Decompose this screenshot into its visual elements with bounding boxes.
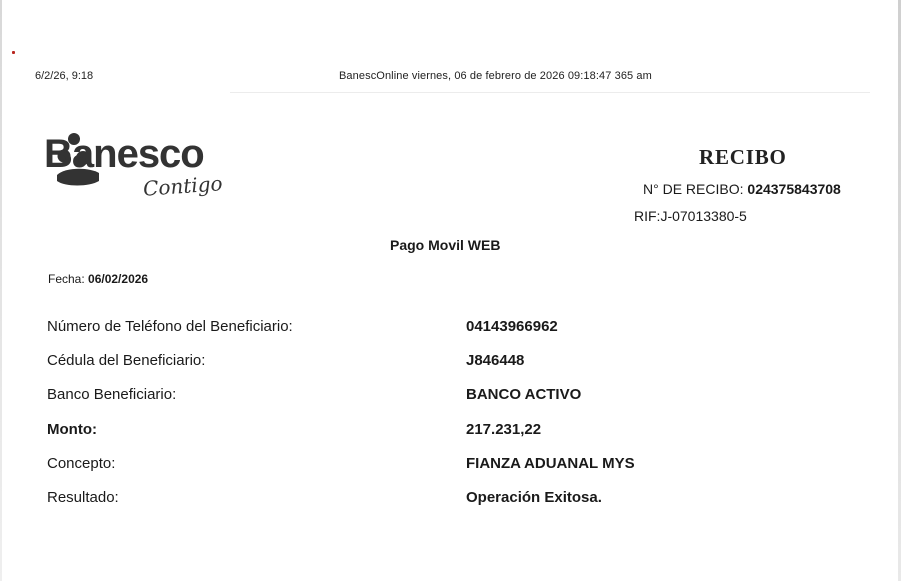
detail-value: 217.231,22: [466, 421, 542, 438]
print-date: 6/2/26, 9:18: [35, 70, 94, 82]
detail-value: J846448: [466, 352, 525, 369]
detail-row: [0, 352, 901, 372]
detail-label: Número de Teléfono del Beneficiario:: [47, 318, 293, 335]
detail-label: Banco Beneficiario:: [47, 386, 177, 403]
detail-row: [0, 421, 901, 441]
receipt-title: RECIBO: [699, 145, 787, 169]
detail-label: Cédula del Beneficiario:: [47, 352, 206, 369]
document-type: Pago Movil WEB: [390, 237, 501, 253]
receipt-number-value: 024375843708: [747, 181, 841, 197]
detail-value: FIANZA ADUANAL MYS: [466, 455, 635, 472]
detail-value: Operación Exitosa.: [466, 489, 602, 506]
detail-value: 04143966962: [466, 318, 558, 335]
detail-row: [0, 489, 901, 509]
scan-line: [230, 92, 870, 93]
detail-label: Resultado:: [47, 489, 119, 506]
detail-label: Monto:: [47, 421, 97, 438]
date-value: 06/02/2026: [88, 272, 149, 286]
detail-label: Concepto:: [47, 455, 116, 472]
scan-mark: [12, 51, 15, 54]
brand-name: Banesco: [44, 132, 204, 176]
detail-row: [0, 318, 901, 338]
date-row: [48, 272, 148, 286]
session-line: BanescOnline viernes, 06 de febrero de 2026 09:18:47 365 am: [339, 70, 652, 82]
receipt-number-label: N° DE RECIBO:: [643, 181, 744, 197]
detail-value: BANCO ACTIVO: [466, 386, 582, 403]
date-label: Fecha:: [48, 272, 85, 286]
rif: RIF:J-07013380-5: [634, 208, 747, 224]
detail-row: [0, 455, 901, 475]
detail-row: [0, 386, 901, 406]
receipt-number: [643, 181, 841, 197]
brand-tagline: Contigo: [142, 171, 224, 201]
